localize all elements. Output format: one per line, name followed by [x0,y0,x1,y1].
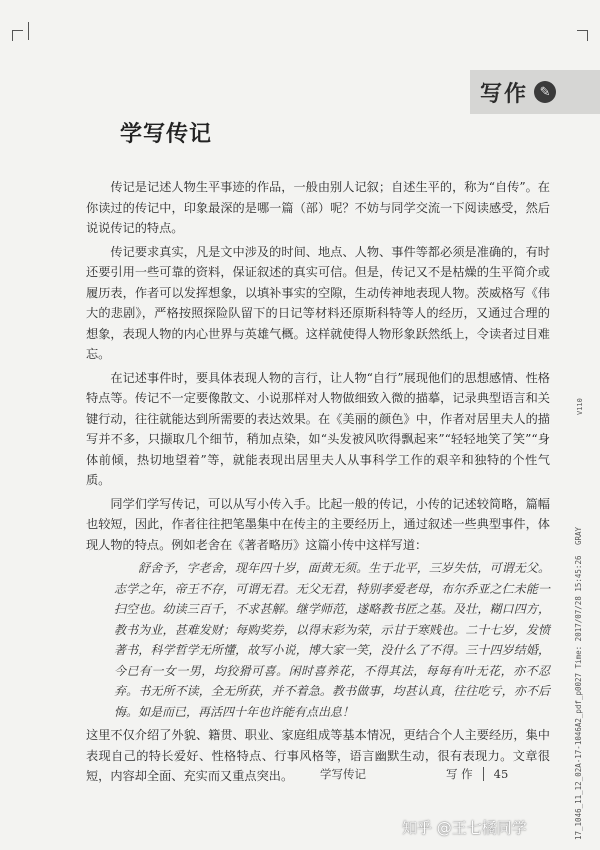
crop-tick [28,22,29,40]
paragraph-2: 传记要求真实，凡是文中涉及的时间、地点、人物、事件等都必须是准确的，有时还要引用一些可靠的资料，保证叙述的真实可信。但是，传记又不是枯燥的生平简介或履历表，作者可以发挥想象，以填补事实的空隙，生动传神地表现人物。茨威格写《伟大的悲剧》，严格按照探险队留下的日记等材料还原斯科特等人的经历，又通过合理的想象，表现人物的内心世界与英雄气概。这样就使得人物形象跃然纸上，令读者过目难忘。 [86,244,550,361]
paragraph-1: 传记是记述人物生平事迹的作品，一般由别人记叙；自述生平的，称为“自传”。在你读过的传记中，印象最深的是哪一篇（部）呢？不妨与同学交流一下阅读感受，然后说说传记的特点。 [86,180,550,235]
proof-code: V110 [576,398,584,415]
section-label: 写作 [480,80,529,107]
watermark: 知乎 @王七橘同学 [402,819,527,837]
gray-mark: GRAY [574,526,583,545]
closing-paragraph: 这里不仅介绍了外貌、籍贯、职业、家庭组成等基本情况，更结合个人主要经历，集中表现自己的特长爱好、性格特点、行事风格等，语言幽默生动，很有表现力。文章很短，内容却全面、充实而又重点突出。 [86,728,550,783]
footer-page [446,766,508,782]
paragraph-3: 在记述事件时，要具体表现人物的言行，让人物“自行”展现他们的思想感情、性格特点等。传记不一定要像散文、小说那样对人物做细致入微的描摹，记录典型语言和关键行动，往往就能达到所需要的表达效果。在《美丽的颜色》中，作者对居里夫人的描写并不多，只撷取几个细节，稍加点染，如“头发被风吹得飘起来”“轻轻地笑了笑”“身体前倾，热切地望着”等，就能表现出居里夫人从事科学工作的艰辛和独特的个性气质。 [86,370,550,487]
paragraph-4: 同学们学写传记，可以从写小传入手。比起一般的传记，小传的记述较简略，篇幅也较短，因此，作者往往把笔墨集中在传主的主要经历上，通过叙述一些典型事件，体现人物的特点。例如老舍在《著者略历》这篇小传中这样写道： [86,496,550,552]
crop-mark-right [577,30,588,41]
section-tab [470,70,600,114]
quote-text: 舒舍予，字老舍，现年四十岁，面黄无须。生于北平，三岁失怙，可谓无父。志学之年，帝王不存，可谓无君。无父无君，特别孝爱老母，布尔乔亚之仁未能一扫空也。幼读三百千，不求甚解。继学师范，遂略教书匠之基。及壮，糊口四方，教书为业，甚难发财；每购奖券，以得末彩为荣，示甘于寒贱也。二十七岁，发愤著书，科学哲学无所懂，故写小说，博大家一笑，没什么了不得。三十四岁结婚，今已有一女一男，均狡猾可喜。闲时喜养花，不得其法，每每有叶无花，亦不忍弃。书无所不读，全无所获，并不着急。教书做事，均甚认真，往往吃亏，亦不后悔。如是而已，再活四十年也许能有点出息！ [114,561,550,719]
chapter-title: 学写传记 [120,121,213,147]
footer-divider [483,767,484,781]
footer-section: 写 作 [446,767,473,781]
print-job-line [574,527,583,840]
print-job-text: 17_1046_11_12_02A-17-1046A2_pdf_p0027 Time: 2017/07/28 15:45:26 [574,555,583,840]
page-number: 45 [493,767,509,781]
pen-nib-icon: ✎ [534,81,556,103]
crop-mark-left [12,30,23,41]
footer-chapter: 学写传记 [320,767,366,781]
article-body [86,177,550,790]
block-quote [86,558,550,722]
